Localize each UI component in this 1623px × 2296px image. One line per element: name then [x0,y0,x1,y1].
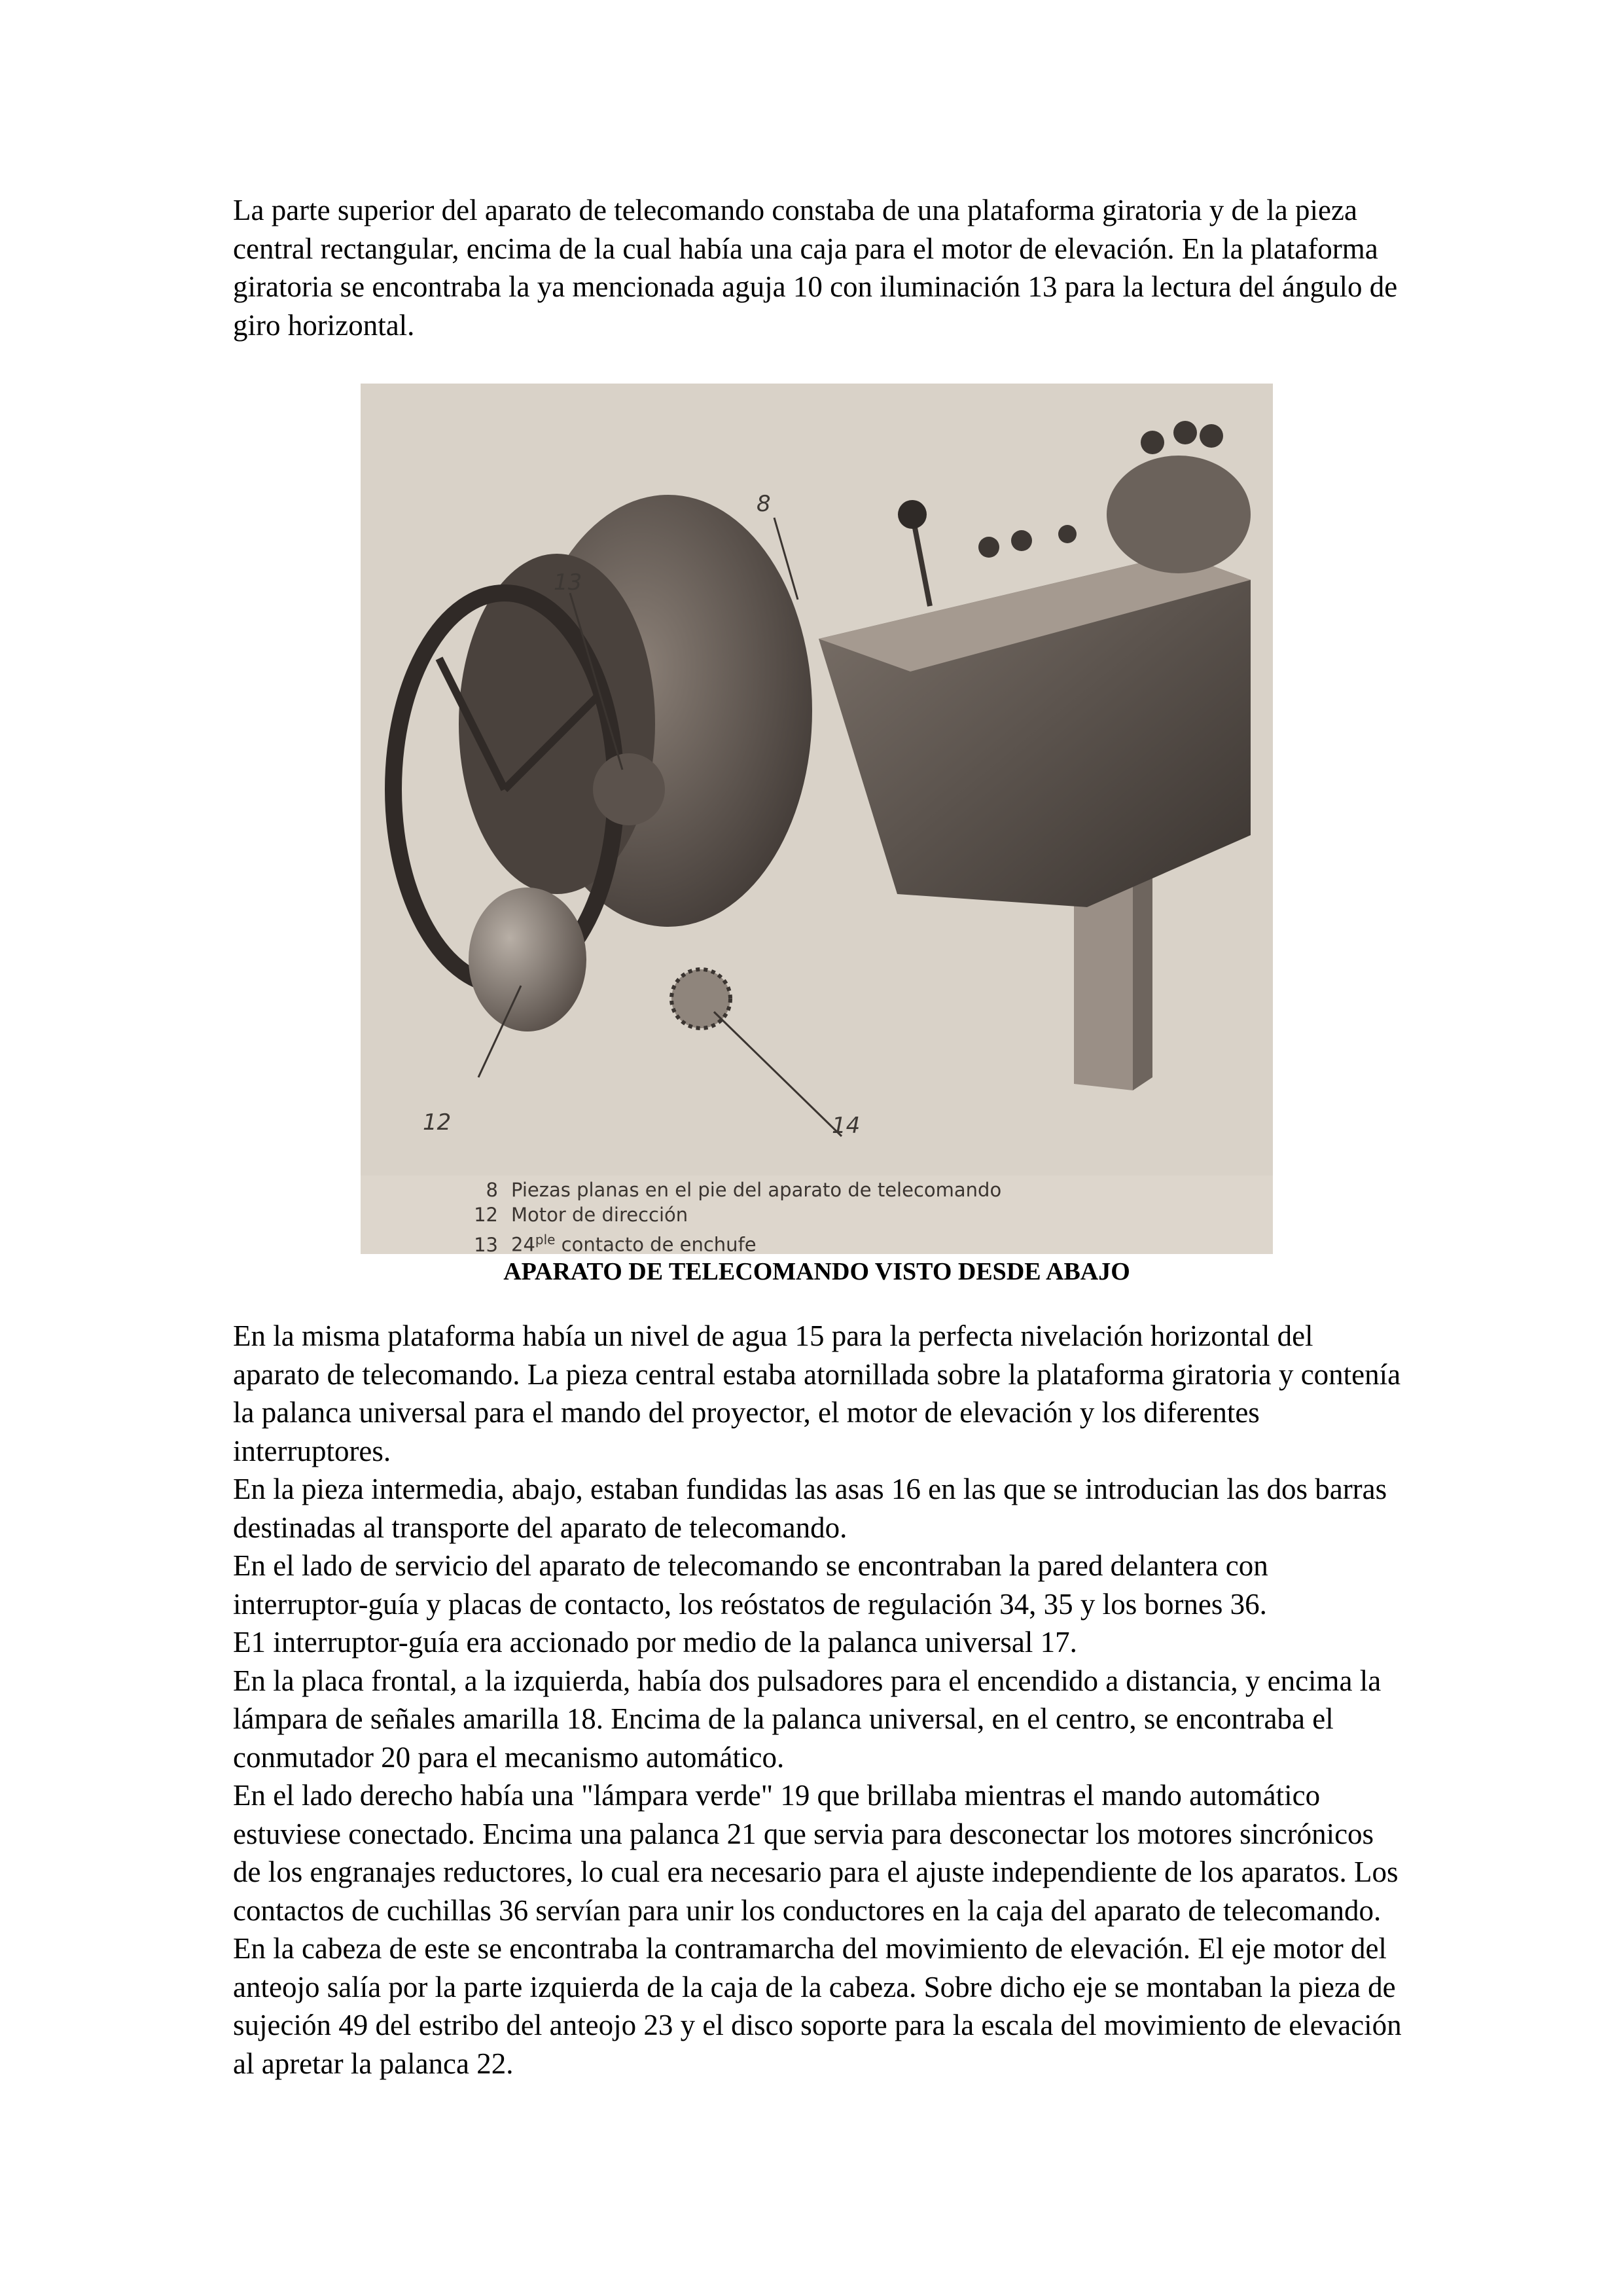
body-paragraph: En la misma plataforma había un nivel de agua 15 para la perfecta nivelación horizontal del aparato de telecomando. La pieza central estaba atornillada sobre la plataforma giratoria y contenía la palanca universal para el mando del proyector, el motor de elevación y los diferentes interruptores. [233,1319,1401,1467]
body-text [233,1317,1404,2083]
label-12: 12 [423,1109,452,1136]
figure-title: APARATO DE TELECOMANDO VISTO DESDE ABAJO [503,1258,1130,1285]
legend-superscript: ple [535,1232,556,1247]
switch-knob [1058,525,1077,543]
body-paragraph: En la cabeza de este se encontraba la contramarcha del movimiento de elevación. El eje motor del anteojo salía por la parte izquierda de la caja de la cabeza. Sobre dicho eje se montaban la pieza de sujeción 49 del estribo del anteojo 23 y el disco soporte para la escala del movimiento de elevación al apretar la palanca 22. [233,1932,1402,2080]
label-14: 14 [832,1113,861,1139]
elevation-motor-box [1107,456,1251,573]
body-paragraph: En la pieza intermedia, abajo, estaban fundidas las asas 16 en las que se introducian las dos barras destinadas al transporte del aparato de telecomando. [233,1473,1387,1544]
plug-contact-24 [593,753,665,825]
legend-text: Piezas planas en el pie del aparato de telecomando [511,1179,1002,1201]
connector-knob [1141,431,1164,454]
body-paragraph: En la placa frontal, a la izquierda, había dos pulsadores para el encendido a distancia, y encima la lámpara de señales amarilla 18. Encima de la palanca universal, en el centro, se encontraba el conmutador 20 para el mecanismo automático. [233,1664,1382,1774]
switch-knob [978,537,999,558]
connector-knob [1173,421,1197,444]
legend-row [459,1178,1001,1202]
lever-ball [898,500,927,529]
legend-row [459,1228,757,1257]
legend-number: 8 [486,1179,498,1201]
intro-paragraph: La parte superior del aparato de telecomando constaba de una plataforma giratoria y de la pieza central rectangular, encima de la cual había una caja para el motor de elevación. En la plataforma giratoria se encontraba la ya mencionada aguja 10 con iluminación 13 para la lectura del ángulo de giro horizontal. [233,194,1398,342]
label-8: 8 [757,491,771,517]
legend-text-rest: contacto de enchufe [555,1233,757,1256]
label-13: 13 [554,569,582,596]
legend-text: Motor de dirección [511,1204,688,1226]
device-illustration [361,384,1273,1254]
steering-motor [469,888,586,1031]
figure-legend [361,1175,1273,1254]
switch-knob [1011,530,1032,551]
legend-row [459,1203,688,1227]
legend-number: 12 [474,1204,498,1226]
telecommand-device-photo [361,384,1273,1254]
body-paragraph: En el lado derecho había una "lámpara verde" 19 que brillaba mientras el mando automático estuviese conectado. Encima una palanca 21 que servia para desconectar los motores sincrónicos de los engranajes reductores, lo cual era necesario para el ajuste independiente de los aparatos. Los contactos de cuchillas 36 servían para unir los conductores en la caja del aparato de telecomando. [233,1779,1399,1927]
legend-number: 13 [474,1233,498,1256]
body-paragraph: E1 interruptor-guía era accionado por medio de la palanca universal 17. [233,1626,1077,1659]
body-paragraph: En el lado de servicio del aparato de telecomando se encontraban la pared delantera con interruptor-guía y placas de contacto, los reóstatos de regulación 34, 35 y los bornes 36. [233,1549,1268,1621]
connector-knob [1200,424,1223,448]
legend-text: 24 [511,1233,535,1256]
